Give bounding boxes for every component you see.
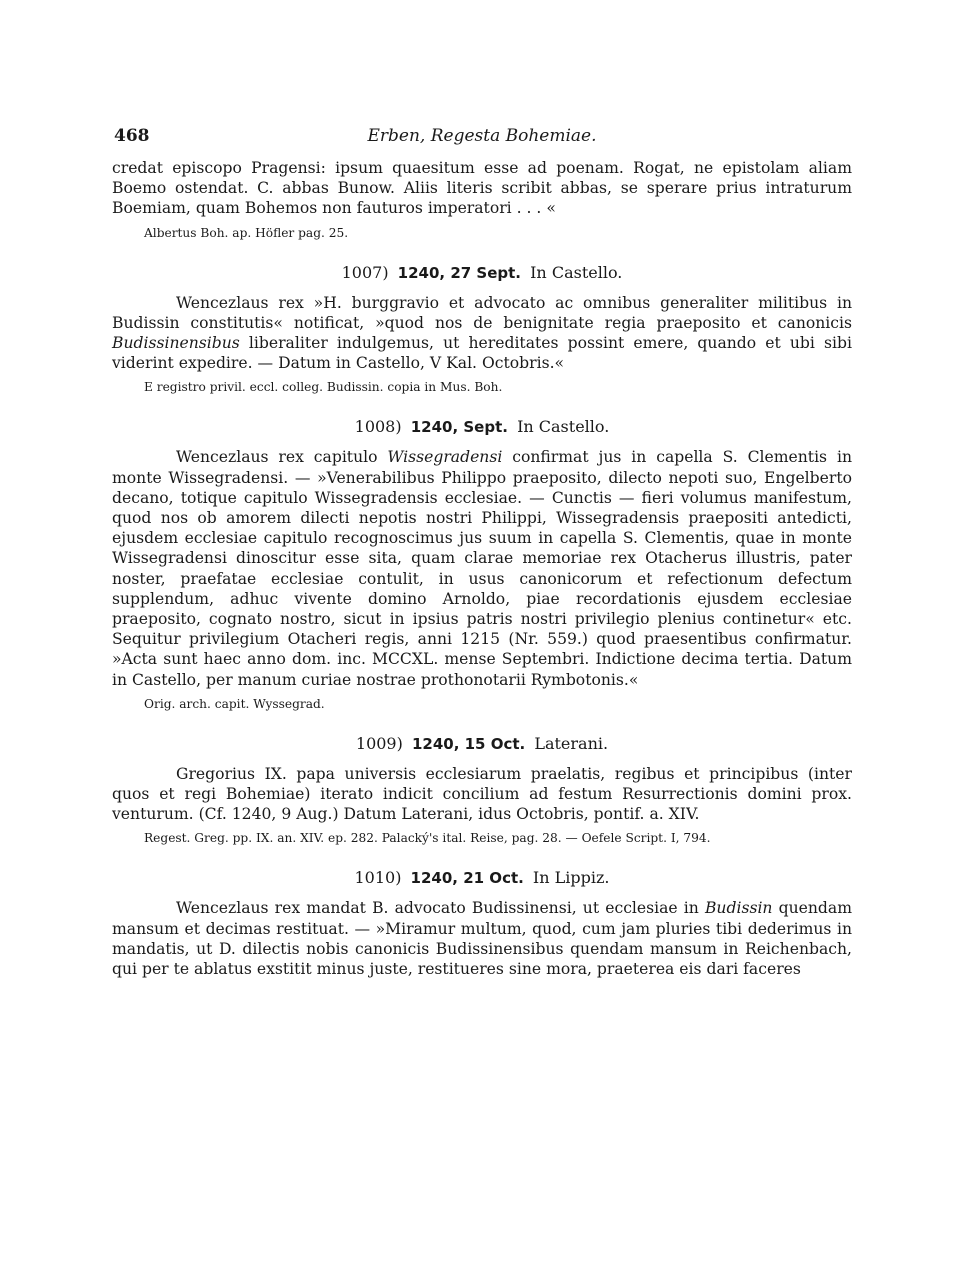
entry-number: 1007) [341, 262, 389, 282]
intro-paragraph: credat episcopo Pragensi: ipsum quaesitum esse ad poenam. Rogat, ne epistolam aliam Boemo ostendat. C. abbas Bunow. Aliis literis scribit abbas, se sperare prius intraturum Boemiam, quam Bohemos non fauturos imperatori . . . « [112, 159, 852, 218]
entry-text-part: quendam mansum et decimas restituat. — »Miramur multum, quod, cum jam pluries tibi dederimus in mandatis, ut D. dilectis nobis canonicis Budissinensibus quendam mansum in Reichenbach, qui per te ablatus exstitit minus juste, restitueres sine mora, praeterea eis dari faceres [112, 899, 852, 979]
entry-place: Laterani. [534, 733, 609, 753]
entry-text-part: Wencezlaus rex capitulo [176, 448, 388, 467]
entry-text-part: Gregorius IX. papa universis ecclesiarum praelatis, regibus et principibus (inter quos et regi Bohemiae) iterato indicit concilium ad festum Resurrectionis domini prox. venturum. (Cf. 1240, 9 Aug.) Datum Laterani, idus Octobris, pontif. a. XIV. [112, 764, 852, 824]
entry-date: 1240, Sept. [410, 418, 508, 437]
entry-heading [112, 734, 852, 754]
entry-place: In Lippiz. [532, 868, 610, 888]
entry-heading [112, 417, 852, 437]
entry-number: 1009) [355, 733, 403, 753]
entry-text [112, 764, 852, 825]
page-body [112, 158, 852, 979]
entry-text-part: Wencezlaus rex mandat B. advocato Budissinensi, ut ecclesiae in [176, 899, 705, 918]
entry-text-part: liberaliter indulgemus, ut hereditates possint emere, quando et ubi sibi viderint expedire. — Datum in Castello, V Kal. Octobris.« [112, 334, 852, 373]
page-header [114, 126, 850, 150]
entry-date: 1240, 27 Sept. [397, 263, 522, 282]
entry-place: In Castello. [530, 262, 623, 282]
intro-source: Albertus Boh. ap. Höfler pag. 25. [144, 225, 349, 240]
entry-text [112, 447, 852, 689]
entry-number: 1010) [354, 868, 402, 888]
entry-text-italic: Budissinensibus [112, 334, 240, 353]
entry-place: In Castello. [517, 417, 610, 437]
entry-text-italic: Wissegradensi [387, 448, 503, 467]
entry-heading [112, 868, 852, 888]
entry-number: 1008) [354, 417, 402, 437]
entry-text [112, 898, 852, 979]
page-number: 468 [114, 126, 150, 146]
entry-text-part: Wencezlaus rex »H. burggravio et advocato ac omnibus generaliter militibus in Budissin constitutis« notificat, »quod nos de benignitate regia praeposito et canonicis [112, 293, 852, 332]
entry-text-part: confirmat jus in capella S. Clementis in monte Wissegradensi. — »Venerabilibus Philippo praeposito, dilecto nepoti suo, Engelberto decano, totique capitulo Wissegradensis ecclesiae. — Cunctis — fieri volumus manifestum, quod nos ob amorem dilecti nepotis nostri Philippi, Wissegradensis praepositi antedicti, ejusdem ecclesiae capitulo recognoscimus jus suum in capella S. Clementis, quae in monte Wissegradensi dinoscitur esse sita, quam clarae memoriae rex Otacherus illustris, pater noster, praefatae ecclesiae contulit, in usus canonicorum et refectionum defectum supplendum, adhuc vivente domino Arnoldo, piae recordationis ejusdem ecclesiae praeposito, cognato nostro, sicut in ipsius patris nostri privilegio plenius continetur« etc. Sequitur privilegium Otacheri regis, anni 1215 (Nr. 559.) quod praesentibus confirmatur. »Acta sunt haec anno dom. inc. MCCXL. mense Septembri. Indictione decima tertia. Datum in Castello, per manum curiae nostrae prothonotarii Rymbotonis.« [112, 448, 852, 689]
running-title: Erben, Regesta Bohemiae. [367, 126, 597, 146]
entry-date: 1240, 15 Oct. [411, 734, 526, 753]
entry-text-italic: Budissin [704, 899, 773, 918]
entry-source: Orig. arch. capit. Wyssegrad. [144, 696, 325, 711]
entry-date: 1240, 21 Oct. [410, 869, 524, 888]
entry-source: Regest. Greg. pp. IX. an. XIV. ep. 282. Palacký's ital. Reise, pag. 28. — Oefele Script. I, 794. [144, 831, 711, 846]
entry-heading [112, 263, 852, 283]
entry-source: E registro privil. eccl. colleg. Budissin. copia in Mus. Boh. [144, 380, 503, 395]
entry-text [112, 293, 852, 374]
